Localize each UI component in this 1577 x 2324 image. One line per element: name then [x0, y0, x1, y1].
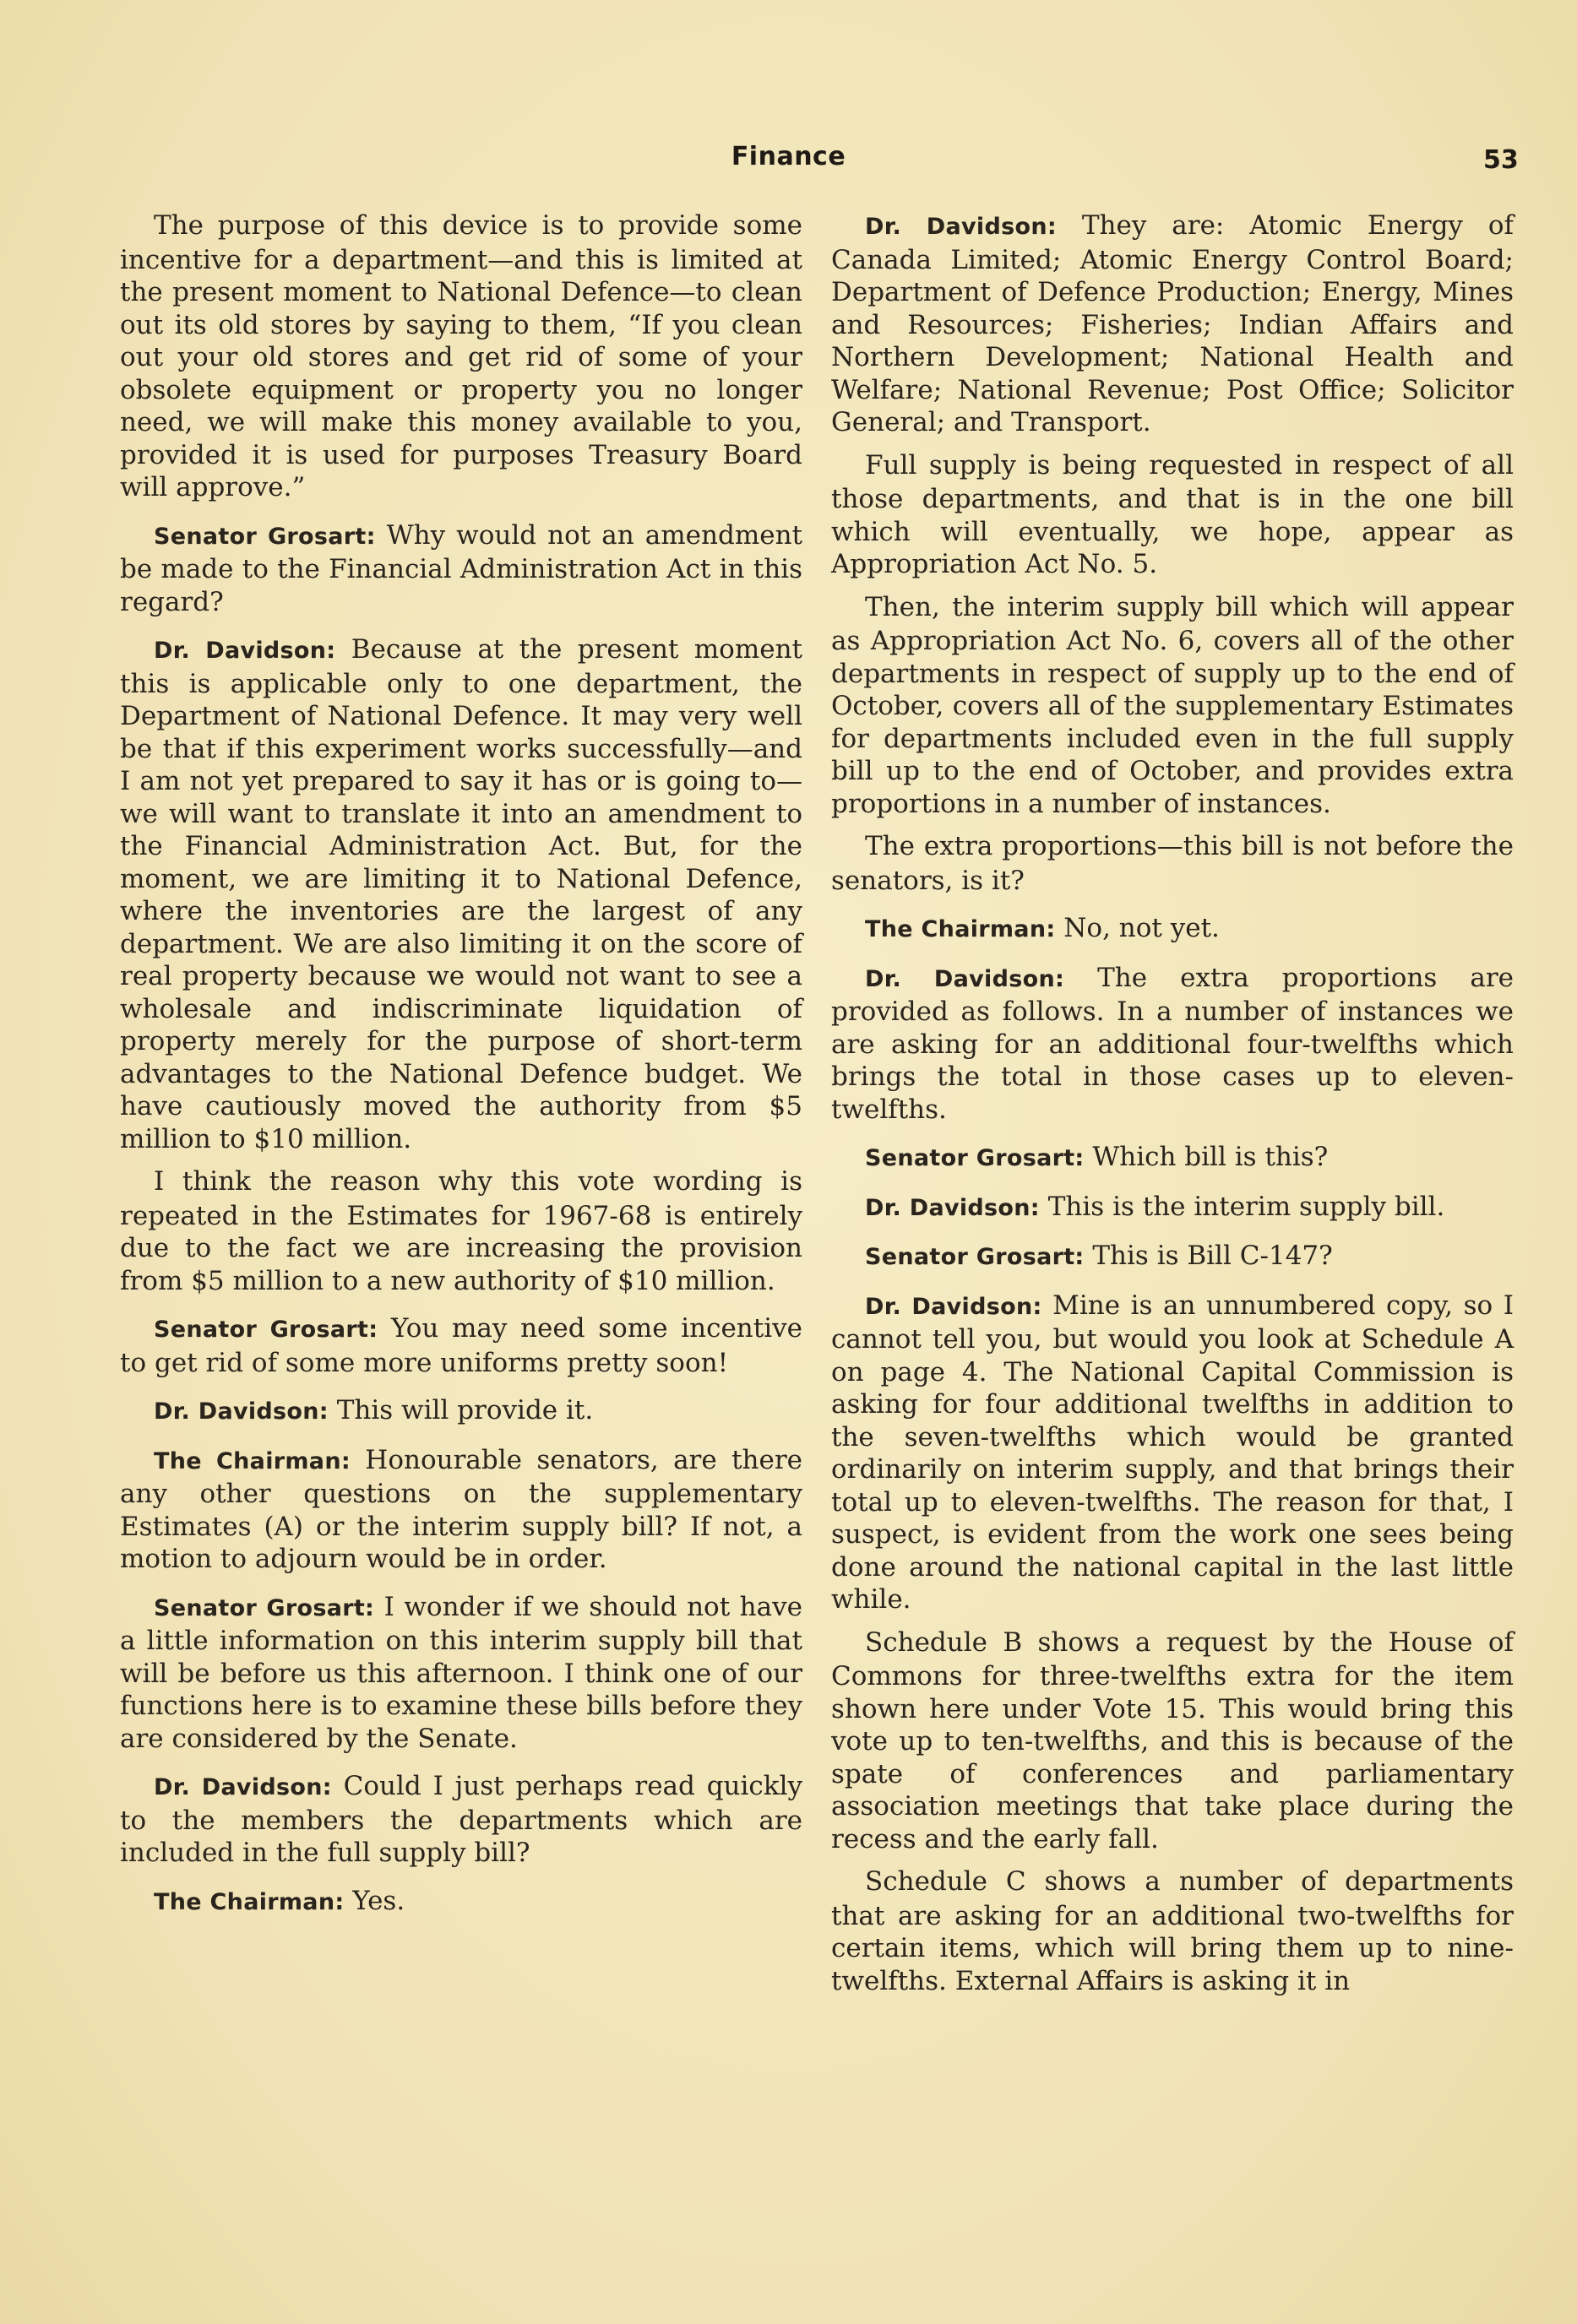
speaker-label: Senator Grosart:: [865, 1145, 1085, 1171]
speaker-label: Senator Grosart:: [154, 1594, 375, 1621]
speaker-label: Senator Grosart:: [154, 523, 376, 550]
paragraph: [831, 591, 1514, 821]
paragraph: [120, 1444, 802, 1576]
speaker-label: Dr. Davidson:: [154, 638, 336, 664]
speaker-label: Dr. Davidson:: [865, 214, 1057, 240]
speaker-label: Dr. Davidson:: [154, 1774, 332, 1800]
paragraph-text: Because at the present moment this is applicable only to one department, the Department of National Defence. It may very well be that if this experiment works successfully—and I am not yet prepared to say it has or is going to—we will want to translate it into an amendment to the Financial Administration Act. But, for the moment, we are limiting it to National Defence, where the inventories are the largest of any department. We are also limiting it on the score of real property because we would not want to see a wholesale and indiscriminate liquidation of property merely for the purpose of short-term advantages to the National Defence budget. We have cautiously moved the authority from $5 million to $10 million.: [120, 634, 803, 1154]
paragraph: [831, 1865, 1514, 1997]
paragraph: [120, 1591, 802, 1756]
right-column: [831, 209, 1514, 2007]
speaker-label: Dr. Davidson:: [865, 965, 1065, 992]
paragraph-text: Yes.: [344, 1885, 405, 1916]
paragraph: [120, 633, 802, 1155]
paragraph: [120, 1770, 802, 1870]
paragraph: [120, 519, 802, 619]
paragraph-text: They are: Atomic Energy of Canada Limited; Atomic Energy Control Board; Department of Defence Production; Energy, Mines and Resources; Fisheries; Indian Affairs and Northern Development; National Health and Welfare; National Revenue; Post Office; Solicitor General; and Transport.: [831, 210, 1514, 437]
running-header-title: Finance: [731, 142, 846, 171]
left-column: [120, 209, 802, 1929]
paragraph: [831, 1626, 1514, 1856]
paragraph: [831, 449, 1514, 581]
paragraph: [831, 1290, 1514, 1616]
paragraph: [120, 209, 802, 504]
paragraph-text: Full supply is being requested in respect of all those departments, and that is in the one bill which will eventually, we hope, appear as Appropriation Act No. 5.: [831, 449, 1514, 579]
speaker-label: The Chairman:: [154, 1888, 345, 1915]
speaker-label: Dr. Davidson:: [865, 1194, 1040, 1221]
speaker-label: The Chairman:: [865, 916, 1056, 942]
paragraph: [831, 1141, 1514, 1176]
paragraph-text: The extra proportions are provided as follows. In a number of instances we are asking for an additional four-twelfths which brings the total in those cases up to eleven-twelfths.: [831, 962, 1514, 1125]
paragraph-text: Why would not an amendment be made to the Financial Administration Act in this regard?: [120, 519, 802, 617]
paragraph-text: The purpose of this device is to provide some incentive for a department—and this is limited at the present moment to National Defence—to clean out its old stores by saying to them, “If you clean out your old stores and get rid of some of your obsolete equipment or property you no longer need, we will make this money available to you, provided it is used for purposes Treasury Board will approve.”: [120, 210, 802, 502]
speaker-label: Senator Grosart:: [865, 1244, 1085, 1270]
paragraph: [831, 912, 1514, 947]
paragraph-text: Then, the interim supply bill which will appear as Appropriation Act No. 6, covers all of the other departments in respect of supply up to the end of October, covers all of the supplementary Estimates for departments included even in the full supply bill up to the end of October, and provides extra proportions in a number of instances.: [831, 591, 1514, 819]
paragraph: [831, 830, 1514, 897]
paragraph-text: This will provide it.: [328, 1395, 594, 1425]
paragraph-text: This is Bill C-147?: [1084, 1241, 1333, 1271]
paragraph: [120, 1312, 802, 1379]
paragraph-text: Honourable senators, are there any other questions on the supplementary Estimates (A) or the interim supply bill? If not, a motion to adjourn would be in order.: [120, 1444, 803, 1574]
paragraph-text: Could I just perhaps read quickly to the members the departments which are included in the full supply bill?: [120, 1771, 802, 1868]
paragraph-text: You may need some incentive to get rid of some more uniforms pretty soon!: [120, 1313, 802, 1378]
paragraph: [831, 1240, 1514, 1274]
paragraph-text: Which bill is this?: [1084, 1142, 1329, 1172]
speaker-label: The Chairman:: [154, 1447, 351, 1474]
paragraph-text: Schedule B shows a request by the House of Commons for three-twelfths extra for the item shown here under Vote 15. This would bring this vote up to ten-twelfths, and this is because of the spate of conferences and parliamentary association meetings that take place during the recess and the early fall.: [831, 1626, 1514, 1854]
paragraph: [120, 1394, 802, 1429]
paragraph-text: This is the interim supply bill.: [1039, 1191, 1445, 1222]
paragraph-text: No, not yet.: [1055, 913, 1220, 943]
paragraph: [120, 1885, 802, 1919]
paragraph-text: The extra proportions—this bill is not before the senators, is it?: [831, 831, 1514, 896]
speaker-label: Dr. Davidson:: [865, 1293, 1042, 1320]
page-number: 53: [1483, 145, 1519, 175]
paragraph-text: I think the reason why this vote wording is repeated in the Estimates for 1967-68 is entirely due to the fact we are increasing the provision from $5 million to a new authority of $10 million.: [120, 1166, 802, 1296]
paragraph-text: I wonder if we should not have a little information on this interim supply bill that will be before us this afternoon. I think one of our functions here is to examine these bills before they are considered by the Senate.: [120, 1591, 802, 1754]
paragraph: [831, 1191, 1514, 1225]
paragraph: [120, 1165, 802, 1297]
paragraph-text: Mine is an unnumbered copy, so I cannot tell you, but would you look at Schedule A on page 4. The National Capital Commission is asking for four additional twelfths in addition to the seven-twelfths which would be granted ordinarily on interim supply, and that brings their total up to eleven-twelfths. The reason for that, I suspect, is evident from the work one sees being done around the national capital in the last little while.: [831, 1290, 1514, 1615]
paragraph: [831, 209, 1514, 439]
speaker-label: Dr. Davidson:: [154, 1398, 329, 1425]
paragraph-text: Schedule C shows a number of departments that are asking for an additional two-twelfths for certain items, which will bring them up to nine-twelfths. External Affairs is asking it in: [831, 1866, 1514, 1996]
speaker-label: Senator Grosart:: [154, 1317, 378, 1343]
paragraph: [831, 962, 1514, 1127]
